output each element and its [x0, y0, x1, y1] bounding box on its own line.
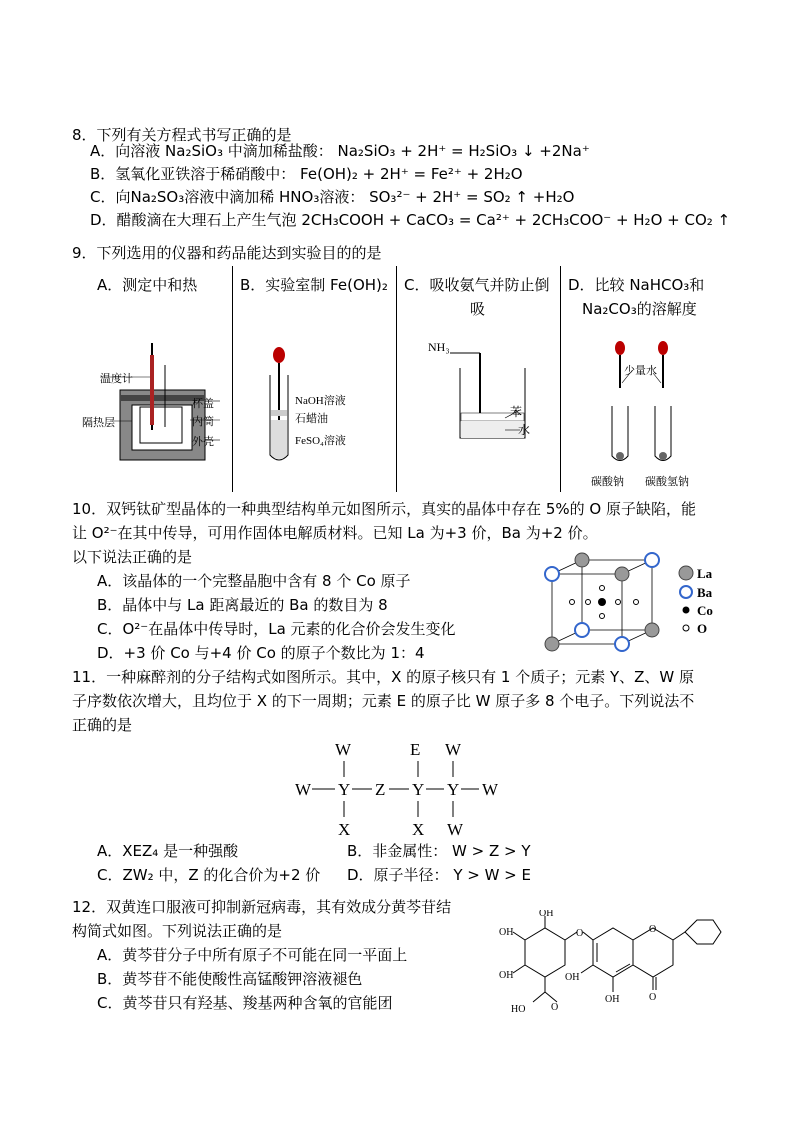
atom-w: W: [335, 740, 352, 759]
legend-ba: Ba: [697, 585, 713, 600]
q11-option-d: D．原子半径： Y > W > E: [347, 866, 531, 884]
label-thermometer: 温度计: [100, 372, 133, 385]
label-paraffin: 石蜡油: [295, 412, 328, 425]
baicalin-structure: [485, 910, 725, 1025]
label-o: O: [551, 1002, 559, 1013]
label-water: 水: [518, 423, 531, 437]
legend-la: La: [697, 566, 713, 581]
q8-option-a: A．向溶液 Na₂SiO₃ 中滴加稀盐酸： Na₂SiO₃ + 2H⁺ = H₂SiO₃ ↓ +2Na⁺: [90, 142, 590, 160]
legend-co: Co: [697, 603, 713, 618]
divider: [396, 266, 397, 492]
atom-x: X: [338, 820, 351, 839]
q12-stem-2: 构简式如图。下列说法正确的是: [72, 922, 283, 940]
label-o: O: [649, 992, 657, 1003]
q11-stem-3: 正确的是: [72, 716, 133, 734]
label-insulation: 隔热层: [82, 416, 115, 429]
q11-option-a: A．XEZ₄ 是一种强酸: [97, 842, 239, 860]
q11-option-b: B．非金属性： W > Z > Y: [347, 842, 531, 860]
q11-structural-formula: [290, 737, 510, 842]
label-little-water: 少量水: [624, 364, 657, 377]
atom-w: W: [445, 740, 462, 759]
label-nh3: NH₃: [428, 340, 450, 354]
q8-stem: 8．下列有关方程式书写正确的是: [72, 126, 292, 144]
q12-option-a: A．黄芩苷分子中所有原子不可能在同一平面上: [97, 946, 408, 964]
atom-y: Y: [412, 780, 425, 799]
q9-option-c-label2: 吸: [470, 300, 486, 318]
label-oh: OH: [605, 994, 620, 1005]
label-cup-lid: 杯盖: [192, 397, 214, 410]
q9-option-a-label: A．测定中和热: [97, 276, 198, 294]
label-outer-shell: 外壳: [192, 435, 214, 448]
q12-option-b: B．黄芩苷不能使酸性高锰酸钾溶液褪色: [97, 970, 363, 988]
q10-option-b: B．晶体中与 La 距离最近的 Ba 的数目为 8: [97, 596, 388, 614]
q8-option-d: D．醋酸滴在大理石上产生气泡 2CH₃COOH + CaCO₃ = Ca²⁺ + 2CH₃COO⁻ + H₂O + CO₂ ↑: [90, 211, 731, 229]
q11-stem-2: 子序数依次增大，且均位于 X 的下一周期；元素 E 的原子比 W 原子多 8 个电子。下列说法不: [72, 692, 695, 710]
label-oh: OH: [565, 972, 580, 983]
q10-stem-2: 让 O²⁻在其中传导，可用作固体电解质材料。已知 La 为+3 价，Ba 为+2 价。: [72, 524, 598, 542]
label-o: O: [649, 924, 657, 935]
atom-w: W: [295, 780, 312, 799]
crystal-cell-diagram: [540, 552, 670, 662]
crystal-legend-symbols: [676, 564, 696, 638]
atom-w: W: [447, 820, 464, 839]
q8-option-b: B．氢氧化亚铁溶于稀硝酸中： Fe(OH)₂ + 2H⁺ = Fe²⁺ + 2H₂O: [90, 165, 523, 183]
label-oh: OH: [499, 970, 514, 981]
atom-z: Z: [375, 780, 386, 799]
label-benzene: 苯: [510, 405, 523, 419]
divider: [232, 266, 233, 492]
label-oh: OH: [499, 927, 514, 938]
q9-option-b-label: B．实验室制 Fe(OH)₂: [240, 276, 388, 294]
label-sodium-bicarbonate: 碳酸氢钠: [645, 475, 689, 488]
label-inner-cylinder: 内筒: [192, 415, 214, 428]
label-oh: OH: [539, 910, 554, 919]
atom-y: Y: [447, 780, 460, 799]
atom-w: W: [482, 780, 499, 799]
q9-option-d-label: D．比较 NaHCO₃和: [568, 276, 705, 294]
q8-option-c: C．向Na₂SO₃溶液中滴加稀 HNO₃溶液： SO₃²⁻ + 2H⁺ = SO₂ ↑ +H₂O: [90, 188, 575, 206]
q9-option-c-label: C．吸收氨气并防止倒: [404, 276, 550, 294]
label-naoh: NaOH溶液: [295, 395, 346, 407]
divider: [560, 266, 561, 492]
q12-stem-1: 12．双黄连口服液可抑制新冠病毒，其有效成分黄芩苷结: [72, 898, 452, 916]
q10-stem-3: 以下说法正确的是: [72, 548, 193, 566]
atom-e: E: [410, 740, 421, 759]
solubility-comparison-diagram: [600, 338, 690, 468]
label-ho: HO: [511, 1004, 526, 1015]
q9-option-d-label2: Na₂CO₃的溶解度: [582, 300, 697, 318]
q11-stem-1: 11．一种麻醉剂的分子结构式如图所示。其中，X 的原子核只有 1 个质子；元素 Y、Z、W 原: [72, 668, 695, 686]
q10-option-c: C．O²⁻在晶体中传导时，La 元素的化合价会发生变化: [97, 620, 456, 638]
q12-option-c: C．黄芩苷只有羟基、羧基两种含氧的官能团: [97, 994, 393, 1012]
q9-stem: 9．下列选用的仪器和药品能达到实验目的的是: [72, 244, 382, 262]
legend-o: O: [697, 621, 708, 636]
label-o: O: [576, 928, 584, 939]
q10-stem-1: 10．双钙钛矿型晶体的一种典型结构单元如图所示，真实的晶体中存在 5%的 O 原子缺陷，能: [72, 500, 696, 518]
q11-option-c: C．ZW₂ 中，Z 的化合价为+2 价: [97, 866, 321, 884]
q10-option-d: D．+3 价 Co 与+4 价 Co 的原子个数比为 1：4: [97, 644, 425, 662]
atom-x: X: [412, 820, 425, 839]
label-feso4: FeSO₄溶液: [295, 435, 346, 447]
label-sodium-carbonate: 碳酸钠: [591, 475, 624, 488]
q10-option-a: A．该晶体的一个完整晶胞中含有 8 个 Co 原子: [97, 572, 411, 590]
atom-y: Y: [338, 780, 351, 799]
